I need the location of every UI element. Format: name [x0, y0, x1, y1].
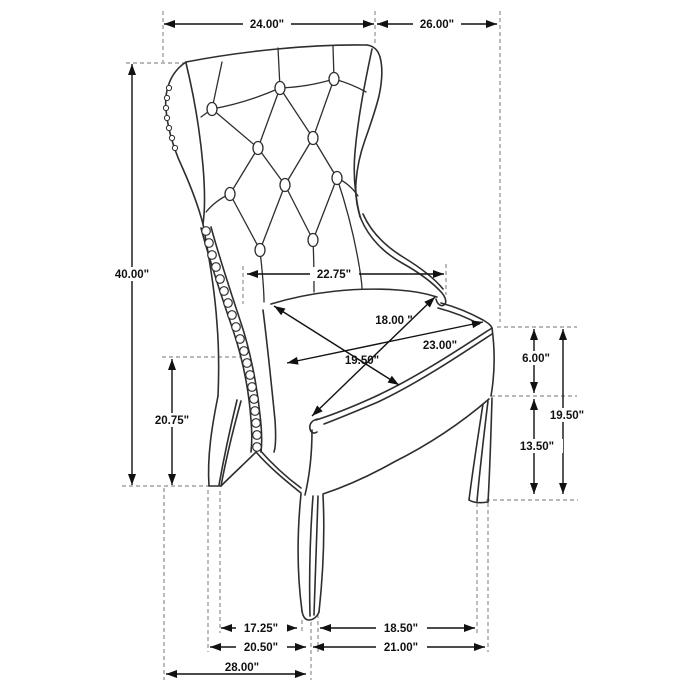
dim-label-back-width-at-seat: 22.75"	[316, 269, 352, 281]
right-leg-seam	[477, 401, 488, 501]
button-icon	[308, 234, 318, 247]
dim-label-overall-depth-top: 26.00"	[419, 19, 455, 31]
front-leg-right-edge	[319, 495, 324, 612]
chair-drawing	[163, 45, 494, 620]
button-icon	[255, 244, 265, 257]
button-icon	[253, 142, 263, 155]
button-icon	[207, 103, 217, 116]
dim-label-seat-thickness: 6.00"	[522, 353, 550, 365]
front-leg-left-edge	[298, 494, 302, 611]
button-icon	[280, 179, 290, 192]
tufting-buttons	[207, 73, 342, 257]
front-leg-seam-2	[314, 496, 318, 615]
dim-label-overall-height: 40.00"	[114, 269, 150, 281]
dim-label-arm-height: 20.75"	[154, 415, 190, 427]
seat-back-seam	[271, 289, 437, 304]
apron-front-left-edge	[305, 430, 312, 495]
dim-label-seat-front-edge: 23.00"	[422, 340, 458, 352]
rear-leg-right-edge	[221, 401, 241, 486]
dimension-lines	[132, 24, 563, 674]
dim-label-leg-height: 13.50"	[519, 441, 555, 453]
right-leg-left-edge	[469, 404, 483, 500]
front-leg-seam-1	[310, 496, 313, 616]
extension-lines	[122, 11, 578, 680]
right-arm-piping	[363, 214, 443, 289]
dim-label-seat-width: 19.50"	[344, 355, 380, 367]
right-leg-right-edge	[488, 398, 492, 502]
skirt-bottom-inner	[258, 448, 301, 488]
dim-label-leg-span-front-right: 18.50"	[383, 623, 419, 635]
seat-front-corner	[310, 419, 318, 433]
button-icon	[308, 132, 318, 145]
button-icon	[275, 82, 285, 95]
button-icon	[332, 172, 342, 185]
dim-label-seat-depth: 18.00 "	[375, 315, 413, 327]
dim-label-base-width-left: 20.50"	[243, 642, 279, 654]
dim-label-back-top-width: 24.00"	[249, 19, 285, 31]
chair-right-outline	[356, 45, 446, 306]
seat-front-piping-1	[316, 328, 492, 420]
dim-label-base-depth: 28.00"	[224, 662, 260, 674]
right-wing-seam	[354, 49, 372, 217]
right-leg-bottom	[469, 500, 488, 503]
apron-right-edge	[491, 328, 494, 396]
dim-label-leg-span-front-left: 17.25"	[243, 623, 279, 635]
rear-leg-left-edge	[209, 396, 218, 486]
dimension-labels	[106, 17, 593, 674]
seat-right-piping-1	[441, 303, 492, 328]
seat-right-piping-2	[438, 308, 479, 324]
skirt-bottom-left	[221, 452, 301, 493]
button-icon	[329, 73, 339, 86]
chair-top-edge	[186, 45, 367, 62]
seat-left-hidden-edge	[263, 310, 276, 452]
dim-label-base-width-right: 21.00"	[383, 642, 419, 654]
button-icon	[225, 188, 235, 201]
apron-bottom-edge	[323, 399, 489, 494]
dim-label-seat-height: 19.50"	[549, 410, 585, 422]
